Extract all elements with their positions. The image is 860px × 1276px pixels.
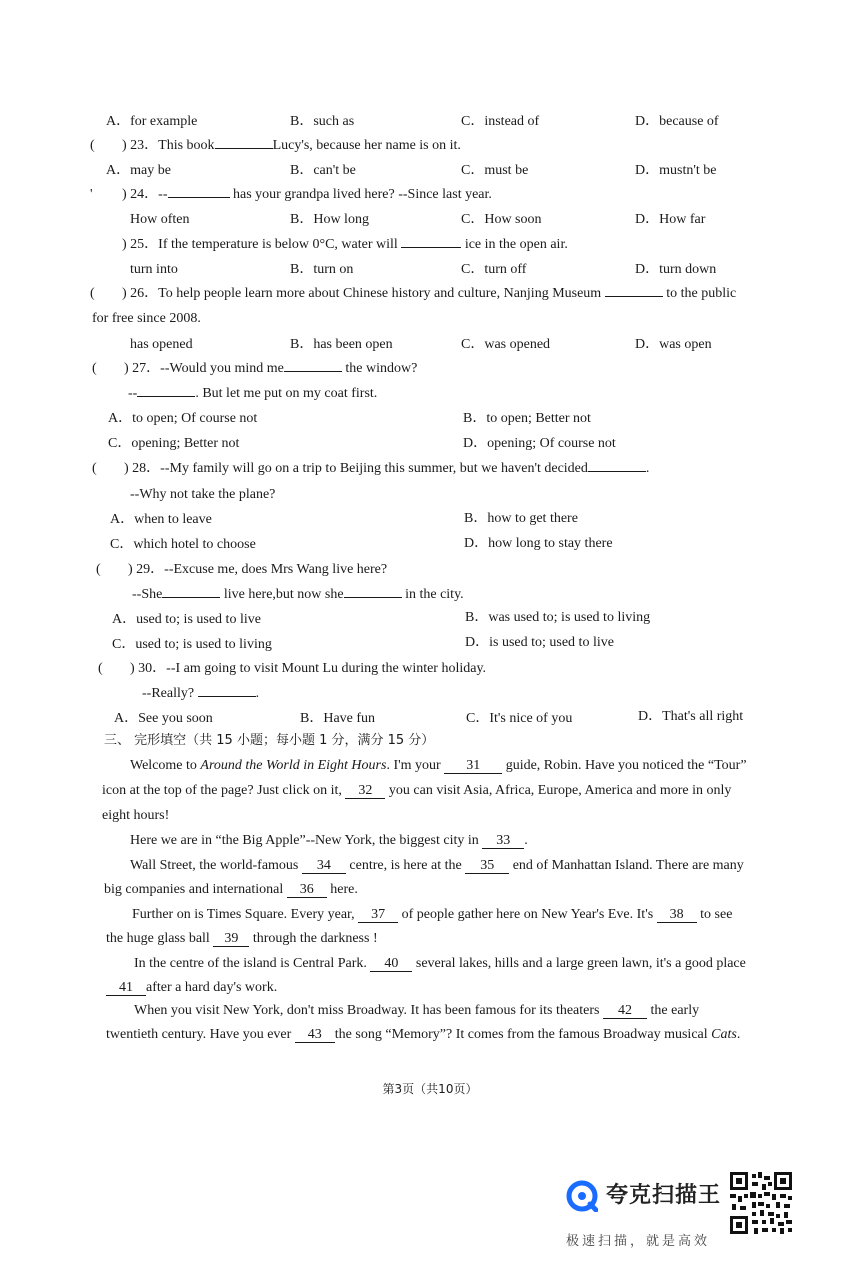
question-number: ) 27． (124, 361, 161, 376)
option-b: B．such as (290, 114, 355, 129)
stem-text: --She (132, 587, 163, 602)
question-number: ) 28． (124, 461, 161, 476)
option-d: D．how long to stay there (464, 536, 613, 551)
option-c: C．turn off (461, 262, 527, 277)
stem-text: --I am going to visit Mount Lu during the winter holiday. (166, 661, 487, 676)
passage-line (134, 955, 746, 973)
passage-text: When you visit New York, don't miss Broadway. It has been famous for its theaters (134, 1003, 600, 1018)
stem-text: live here,but now she (223, 587, 344, 602)
cloze-blank-31: 31 (444, 758, 502, 774)
option-c: C．It's nice of you (466, 711, 573, 726)
option-a: A．for example (106, 114, 198, 129)
option-c: C．used to; is used to living (112, 637, 272, 652)
passage-line (130, 757, 747, 775)
passage-line (130, 832, 528, 850)
option-d: D．mustn't be (635, 163, 717, 178)
passage-text: Here we are in “the Big Apple”--New York, the biggest city in (130, 833, 479, 848)
passage-text: Wall Street, the world-famous (130, 858, 299, 873)
cloze-blank-36: 36 (287, 882, 327, 898)
cloze-blank-32: 32 (345, 783, 385, 799)
answer-paren: ( (98, 661, 103, 676)
passage-title: Cats (711, 1027, 737, 1042)
passage-text: In the centre of the island is Central Park. (134, 956, 367, 971)
stem-text: ice in the open air. (464, 237, 568, 252)
stem-text: . (645, 461, 650, 476)
stem-line-2 (132, 586, 464, 604)
stem-line-2: --Why not take the plane? (130, 487, 276, 502)
passage-line (102, 782, 731, 800)
passage-text: . (736, 1027, 741, 1042)
stem-text: If the temperature is below 0°C, water will (158, 237, 398, 252)
stem-text: . But let me put on my coat first. (195, 386, 378, 401)
passage-line (132, 906, 732, 924)
passage-line (106, 1026, 740, 1044)
answer-blank (605, 296, 663, 297)
stem-text: has your grandpa lived here? --Since last year. (233, 187, 492, 202)
stem-continuation: for free since 2008. (92, 311, 201, 326)
question-stem (124, 460, 649, 478)
question-number: ) 30． (130, 661, 167, 676)
passage-text: Welcome to (130, 758, 201, 773)
question-stem (122, 186, 492, 204)
passage-text: the early (650, 1003, 700, 1018)
option-a: How often (130, 212, 190, 227)
answer-blank (401, 247, 461, 248)
stem-text: --Would you mind me (160, 361, 284, 376)
stem-line-2 (142, 685, 259, 703)
stem-text: --My family will go on a trip to Beijing this summer, but we haven't decided (160, 461, 588, 476)
option-d: D．That's all right (638, 709, 744, 724)
option-d: D．turn down (635, 262, 717, 277)
option-d: D．opening; Of course not (463, 436, 616, 451)
passage-text: through the darkness ! (252, 931, 378, 946)
passage-text: to see (700, 907, 733, 922)
passage-line (134, 1002, 699, 1020)
cloze-blank-37: 37 (358, 907, 398, 923)
passage-line (104, 881, 358, 899)
question-stem (122, 137, 461, 155)
answer-blank (588, 471, 646, 472)
passage-text: several lakes, hills and a large green lawn, it's a good place (415, 956, 746, 971)
stem-line-2 (128, 385, 377, 403)
question-stem (122, 236, 568, 254)
passage-text: icon at the top of the page? Just click on it, (102, 783, 342, 798)
option-d: D．because of (635, 114, 719, 129)
passage-line (106, 930, 378, 948)
stem-text: to the public (666, 286, 737, 301)
question-stem (122, 285, 736, 303)
quark-logo-icon (566, 1180, 598, 1212)
question-stem (130, 660, 486, 678)
option-d: D．was open (635, 337, 712, 352)
question-stem (128, 561, 387, 579)
option-b: B．how to get there (464, 511, 578, 526)
option-b: B．turn on (290, 262, 354, 277)
answer-blank (137, 396, 195, 397)
answer-paren: ( (92, 461, 97, 476)
cloze-blank-38: 38 (657, 907, 697, 923)
question-number: ) 26． (122, 286, 159, 301)
answer-paren: ( (90, 286, 95, 301)
stem-text: To help people learn more about Chinese history and culture, Nanjing Museum (158, 286, 602, 301)
cloze-blank-40: 40 (370, 956, 412, 972)
option-c: C．How soon (461, 212, 542, 227)
passage-text: end of Manhattan Island. There are many (512, 858, 744, 873)
question-number: ) 29． (128, 562, 165, 577)
cloze-blank-35: 35 (465, 858, 509, 874)
answer-blank (162, 597, 220, 598)
option-a: A．used to; is used to live (112, 612, 261, 627)
answer-blank (344, 597, 402, 598)
option-a: turn into (130, 262, 178, 277)
passage-text: Further on is Times Square. Every year, (132, 907, 355, 922)
qr-code-icon (728, 1170, 794, 1236)
stem-text: -- (128, 386, 138, 401)
answer-blank (215, 148, 273, 149)
question-number: ) 25． (122, 237, 159, 252)
option-c: C．which hotel to choose (110, 537, 256, 552)
stem-text: . (255, 686, 260, 701)
option-b: B．has been open (290, 337, 393, 352)
option-b: B．to open; Better not (463, 411, 591, 426)
answer-paren: ' (90, 187, 93, 202)
option-d: D．is used to; used to live (465, 635, 614, 650)
answer-blank (168, 197, 230, 198)
answer-paren: ( (92, 361, 97, 376)
passage-text: guide, Robin. Have you noticed the “Tour” (505, 758, 747, 773)
option-a: A．to open; Of course not (108, 411, 258, 426)
cloze-blank-41: 41 (106, 980, 146, 996)
stem-text: This book (158, 138, 215, 153)
cloze-blank-39: 39 (213, 931, 249, 947)
passage-text: the huge glass ball (106, 931, 210, 946)
passage-title: Around the World in Eight Hours (200, 758, 387, 773)
question-number: ) 24． (122, 187, 159, 202)
option-c: C．must be (461, 163, 529, 178)
brand-slogan: 极速扫描，就是高效 (566, 1234, 711, 1249)
option-a: A．See you soon (114, 711, 213, 726)
option-c: C．instead of (461, 114, 540, 129)
passage-line (106, 979, 277, 997)
passage-text: after a hard day's work. (146, 980, 278, 995)
cloze-blank-42: 42 (603, 1003, 647, 1019)
passage-text: of people gather here on New Year's Eve. It's (401, 907, 654, 922)
question-number: ) 23． (122, 138, 159, 153)
option-a: has opened (130, 337, 193, 352)
stem-text: -- (158, 187, 168, 202)
option-b: B．How long (290, 212, 369, 227)
option-a: A．may be (106, 163, 171, 178)
cloze-blank-34: 34 (302, 858, 346, 874)
section-heading: 三、 完形填空（共 15 小题；每小题 1 分，满分 15 分） (104, 733, 435, 748)
option-b: B．can't be (290, 163, 356, 178)
cloze-blank-43: 43 (295, 1027, 335, 1043)
stem-text: Lucy's, because her name is on it. (272, 138, 461, 153)
answer-paren: ( (90, 138, 95, 153)
option-c: C．was opened (461, 337, 551, 352)
passage-text: twentieth century. Have you ever (106, 1027, 292, 1042)
passage-text: you can visit Asia, Africa, Europe, America and more in only (388, 783, 732, 798)
answer-blank (198, 696, 256, 697)
question-stem (124, 360, 417, 378)
passage-line (130, 857, 744, 875)
stem-text: the window? (345, 361, 418, 376)
passage-text: here. (330, 882, 358, 897)
page-number (0, 1080, 860, 1097)
stem-text: in the city. (405, 587, 464, 602)
page-number-text: 第3页（共10页） (382, 1082, 478, 1096)
passage-text: centre, is here at the (349, 858, 462, 873)
passage-text: . I'm your (386, 758, 441, 773)
answer-blank (284, 371, 342, 372)
option-d: D．How far (635, 212, 706, 227)
answer-paren: ( (96, 562, 101, 577)
stem-text: --Really? (142, 686, 195, 701)
stem-text: --Excuse me, does Mrs Wang live here? (164, 562, 388, 577)
brand-name: 夸克扫描王 (606, 1183, 722, 1208)
passage-text: big companies and international (104, 882, 284, 897)
option-b: B．Have fun (300, 711, 376, 726)
scanner-watermark (566, 1174, 726, 1264)
option-c: C．opening; Better not (108, 436, 240, 451)
option-b: B．was used to; is used to living (465, 610, 651, 625)
cloze-blank-33: 33 (482, 833, 524, 849)
passage-text: the song “Memory”? It comes from the famous Broadway musical (334, 1027, 712, 1042)
passage-text: . (524, 833, 528, 848)
option-a: A．when to leave (110, 512, 212, 527)
passage-line: eight hours! (102, 808, 170, 823)
